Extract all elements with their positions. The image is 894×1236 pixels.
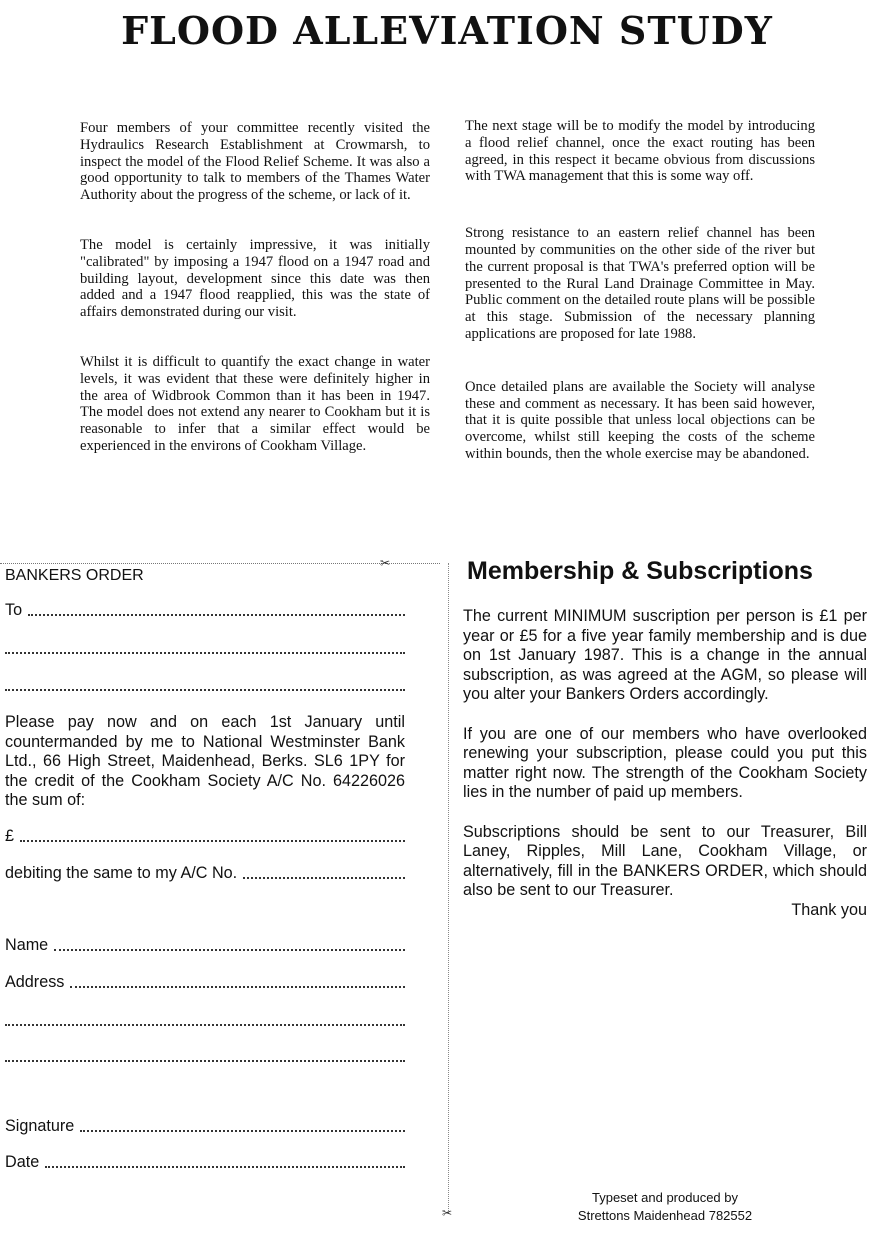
closing-text: Thank you: [791, 900, 867, 919]
article-paragraph: Whilst it is difficult to quantify the exact change in water levels, it was evident that these were definitely higher in the area of Widbrook Common than it has been in 1947. The model does not extend any nearer to Cookham but it is reasonable to infer that a similar effect would be experienced in the environs of Cookham Village.: [80, 353, 430, 454]
article-paragraph: The next stage will be to modify the model by introducing a flood relief channel, once the exact routing has been agreed, in this respect it became obvious from discussions with TWA management that this is some way off.: [465, 118, 815, 185]
scissors-icon: ✂: [380, 556, 391, 570]
article-right-column: [465, 118, 815, 463]
to-fill-line: [28, 613, 405, 616]
name-field[interactable]: [5, 935, 405, 955]
debit-label: debiting the same to my A/C No.: [5, 864, 238, 882]
amount-fill-line: [20, 839, 405, 842]
name-fill-line: [54, 948, 405, 951]
membership-section: [463, 607, 867, 940]
address-field-line-3[interactable]: [5, 1046, 405, 1066]
to-label: To: [5, 601, 23, 619]
address-fill-line: [70, 985, 405, 988]
page-title: FLOOD ALLEVIATION STUDY: [121, 8, 773, 53]
date-field[interactable]: [5, 1152, 405, 1172]
date-fill-line: [45, 1165, 405, 1168]
date-label: Date: [5, 1153, 40, 1171]
footer-line: Strettons Maidenhead 782552: [577, 1208, 753, 1223]
fill-line: [5, 1023, 405, 1026]
address-field-line-2[interactable]: [5, 1010, 405, 1030]
signature-fill-line: [80, 1129, 405, 1132]
to-field-line-2[interactable]: [5, 638, 405, 658]
membership-heading: Membership & Subscriptions: [467, 557, 813, 585]
membership-paragraph: The current MINIMUM suscription per person is £1 per year or £5 for a five year family membership and is due on 1st January 1987. This is a change in the annual subscription, as was agreed at the AGM, so please will you alter your Bankers Orders accordingly.: [463, 607, 867, 704]
bankers-order-heading: BANKERS ORDER: [5, 567, 144, 584]
bankers-order-instruction: Please pay now and on each 1st January until countermanded by me to National Westminster Bank Ltd., 66 High Street, Maidenhead, Berks. SL6 1PY for the credit of the Cookham Society A/C No. 64226026 the sum of:: [5, 713, 405, 810]
signature-field[interactable]: [5, 1116, 405, 1136]
fill-line: [5, 1059, 405, 1062]
article-paragraph: Four members of your committee recently visited the Hydraulics Research Establishment at Crowmarsh, to inspect the model of the Flood Relief Scheme. It was also a good opportunity to talk to members of the Thames Water Authority about the progress of the scheme, or lack of it.: [80, 120, 430, 204]
account-fill-line: [243, 876, 405, 879]
printer-credit: [555, 1189, 775, 1225]
amount-field[interactable]: [5, 826, 405, 846]
article-paragraph: The model is certainly impressive, it was initially "calibrated" by imposing a 1947 flood on a 1947 road and building layout, development since this date was then added and a 1947 flood reapplied, this was the state of affairs demonstrated during our visit.: [80, 236, 430, 321]
name-label: Name: [5, 936, 49, 954]
to-field-line-3[interactable]: [5, 675, 405, 695]
amount-label: £: [5, 827, 15, 845]
footer-line: Typeset and produced by: [592, 1190, 738, 1205]
article-paragraph: Strong resistance to an eastern relief channel has been mounted by communities on the other side of the river but the current proposal is that TWA's preferred option will be presented to the Rural Land Drainage Committee in May. Public comment on the detailed route plans will be possible at this stage. Submission of the necessary planning applications are proposed for late 1988.: [465, 225, 815, 342]
article-paragraph: Once detailed plans are available the Society will analyse these and comment as necessary. It has been said however, that it is quite possible that unless local objections can be overcome, whilst still keeping the costs of the scheme within bounds, then the whole exercise may be abandoned.: [465, 378, 815, 462]
membership-paragraph: Subscriptions should be sent to our Treasurer, Bill Laney, Ripples, Mill Lane, Cookham Village, or alternatively, fill in the BANKERS ORDER, which should also be sent to our Treasurer.: [463, 822, 867, 900]
cut-line-vertical: [448, 563, 449, 1213]
scissors-icon: ✂: [442, 1206, 453, 1220]
cut-line-horizontal: [0, 563, 440, 564]
fill-line: [5, 688, 405, 691]
address-label: Address: [5, 973, 65, 991]
membership-paragraph: If you are one of our members who have overlooked renewing your subscription, please could you put this matter right now. The strength of the Cookham Society lies in the number of paid up members.: [463, 724, 867, 802]
signature-label: Signature: [5, 1117, 75, 1135]
to-field[interactable]: [5, 600, 405, 620]
article-left-column: [80, 120, 430, 455]
account-number-field[interactable]: [5, 863, 405, 883]
address-field[interactable]: [5, 972, 405, 992]
fill-line: [5, 651, 405, 654]
